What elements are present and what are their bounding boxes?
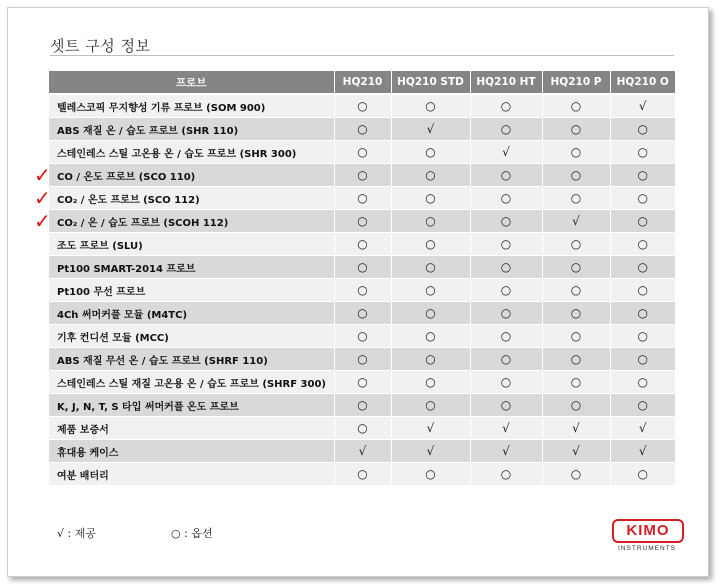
option-mark: ○	[334, 256, 391, 279]
option-mark: ○	[334, 141, 391, 164]
option-mark: ○	[391, 141, 470, 164]
table-row	[49, 394, 675, 417]
option-mark: ○	[391, 187, 470, 210]
legend-option: ○ : 옵션	[171, 527, 213, 540]
provided-mark: √	[391, 417, 470, 440]
table-row	[49, 463, 675, 486]
table-row	[49, 279, 675, 302]
option-mark: ○	[470, 394, 542, 417]
option-mark: ○	[334, 118, 391, 141]
probe-name: 4Ch 써머커플 모듈 (M4TC)	[49, 302, 334, 325]
provided-mark: √	[470, 141, 542, 164]
provided-mark: √	[334, 440, 391, 463]
option-mark: ○	[470, 325, 542, 348]
page-title: 셋트 구성 정보	[50, 37, 151, 55]
option-mark: ○	[610, 141, 675, 164]
option-mark: ○	[470, 279, 542, 302]
column-header: HQ210 STD	[391, 71, 470, 94]
option-mark: ○	[470, 302, 542, 325]
provided-mark: √	[610, 94, 675, 118]
probe-name: 조도 프로브 (SLU)	[49, 233, 334, 256]
table-row	[49, 325, 675, 348]
column-header: 프로브	[49, 71, 334, 94]
option-mark: ○	[334, 371, 391, 394]
option-mark: ○	[391, 302, 470, 325]
option-mark: ○	[610, 371, 675, 394]
table-row	[49, 256, 675, 279]
table-row	[49, 302, 675, 325]
option-mark: ○	[391, 164, 470, 187]
title-divider	[50, 55, 674, 56]
option-mark: ○	[334, 348, 391, 371]
table-row	[49, 348, 675, 371]
option-mark: ○	[610, 348, 675, 371]
option-mark: ○	[391, 348, 470, 371]
column-header: HQ210	[334, 71, 391, 94]
configuration-table	[49, 71, 675, 486]
option-mark: ○	[391, 394, 470, 417]
table-row	[49, 440, 675, 463]
table-row	[49, 164, 675, 187]
option-mark: ○	[610, 187, 675, 210]
option-mark: ○	[391, 233, 470, 256]
table-row	[49, 94, 675, 118]
option-mark: ○	[470, 187, 542, 210]
option-mark: ○	[542, 164, 610, 187]
table-row	[49, 210, 675, 233]
provided-mark: √	[470, 417, 542, 440]
option-mark: ○	[470, 94, 542, 118]
table-row	[49, 141, 675, 164]
option-mark: ○	[470, 118, 542, 141]
option-mark: ○	[542, 233, 610, 256]
probe-name: Pt100 SMART-2014 프로브	[49, 256, 334, 279]
option-mark: ○	[334, 325, 391, 348]
option-mark: ○	[610, 118, 675, 141]
column-header: HQ210 P	[542, 71, 610, 94]
kimo-logo	[612, 519, 682, 553]
provided-mark: √	[391, 118, 470, 141]
option-mark: ○	[334, 94, 391, 118]
provided-mark: √	[391, 440, 470, 463]
option-mark: ○	[334, 279, 391, 302]
option-mark: ○	[610, 302, 675, 325]
red-check-icon: ✓	[34, 209, 51, 233]
option-mark: ○	[542, 463, 610, 486]
provided-mark: √	[542, 440, 610, 463]
option-mark: ○	[470, 256, 542, 279]
table-row	[49, 118, 675, 141]
option-mark: ○	[391, 325, 470, 348]
probe-name: 기후 컨디션 모듈 (MCC)	[49, 325, 334, 348]
option-mark: ○	[334, 417, 391, 440]
table-row	[49, 187, 675, 210]
provided-mark: √	[542, 210, 610, 233]
option-mark: ○	[334, 233, 391, 256]
column-header: HQ210 O	[610, 71, 675, 94]
provided-mark: √	[470, 440, 542, 463]
option-mark: ○	[610, 463, 675, 486]
option-mark: ○	[610, 256, 675, 279]
option-mark: ○	[610, 233, 675, 256]
option-mark: ○	[391, 210, 470, 233]
probe-name: 스테인레스 스틸 고온용 온 / 습도 프로브 (SHR 300)	[49, 141, 334, 164]
logo-subtitle: INSTRUMENTS	[618, 545, 676, 552]
probe-name: Pt100 무선 프로브	[49, 279, 334, 302]
option-mark: ○	[470, 164, 542, 187]
provided-mark: √	[542, 417, 610, 440]
option-mark: ○	[470, 371, 542, 394]
probe-name: 휴대용 케이스	[49, 440, 334, 463]
option-mark: ○	[391, 256, 470, 279]
option-mark: ○	[610, 279, 675, 302]
option-mark: ○	[542, 118, 610, 141]
option-mark: ○	[610, 325, 675, 348]
table-row	[49, 233, 675, 256]
provided-mark: √	[610, 440, 675, 463]
option-mark: ○	[334, 463, 391, 486]
option-mark: ○	[610, 210, 675, 233]
option-mark: ○	[542, 348, 610, 371]
option-mark: ○	[334, 164, 391, 187]
option-mark: ○	[542, 187, 610, 210]
probe-name: ABS 재질 온 / 습도 프로브 (SHR 110)	[49, 118, 334, 141]
option-mark: ○	[542, 94, 610, 118]
probe-name: 스테인레스 스틸 재질 고온용 온 / 습도 프로브 (SHRF 300)	[49, 371, 334, 394]
option-mark: ○	[610, 394, 675, 417]
red-check-icon: ✓	[34, 163, 51, 187]
probe-name: ABS 재질 무선 온 / 습도 프로브 (SHRF 110)	[49, 348, 334, 371]
option-mark: ○	[470, 348, 542, 371]
legend-provided: √ : 제공	[57, 527, 96, 540]
option-mark: ○	[470, 463, 542, 486]
table-row	[49, 417, 675, 440]
option-mark: ○	[542, 279, 610, 302]
option-mark: ○	[334, 210, 391, 233]
option-mark: ○	[391, 279, 470, 302]
option-mark: ○	[542, 325, 610, 348]
option-mark: ○	[391, 463, 470, 486]
option-mark: ○	[542, 141, 610, 164]
option-mark: ○	[334, 394, 391, 417]
probe-name: CO / 온도 프로브 (SCO 110)	[49, 164, 334, 187]
option-mark: ○	[542, 394, 610, 417]
option-mark: ○	[542, 371, 610, 394]
probe-name: CO₂ / 온도 프로브 (SCO 112)	[49, 187, 334, 210]
option-mark: ○	[391, 94, 470, 118]
option-mark: ○	[334, 302, 391, 325]
option-mark: ○	[610, 164, 675, 187]
table-header-row	[49, 71, 675, 94]
option-mark: ○	[542, 256, 610, 279]
probe-name: 제품 보증서	[49, 417, 334, 440]
red-check-icon: ✓	[34, 186, 51, 210]
probe-name: CO₂ / 온 / 습도 프로브 (SCOH 112)	[49, 210, 334, 233]
option-mark: ○	[391, 371, 470, 394]
option-mark: ○	[542, 302, 610, 325]
logo-wordmark: KIMO	[612, 519, 684, 543]
probe-name: 여분 배터리	[49, 463, 334, 486]
table-row	[49, 371, 675, 394]
option-mark: ○	[334, 187, 391, 210]
column-header: HQ210 HT	[470, 71, 542, 94]
option-mark: ○	[470, 233, 542, 256]
probe-name: 텔레스코픽 무지향성 기류 프로브 (SOM 900)	[49, 94, 334, 118]
probe-name: K, J, N, T, S 타입 써머커플 온도 프로브	[49, 394, 334, 417]
provided-mark: √	[610, 417, 675, 440]
option-mark: ○	[470, 210, 542, 233]
